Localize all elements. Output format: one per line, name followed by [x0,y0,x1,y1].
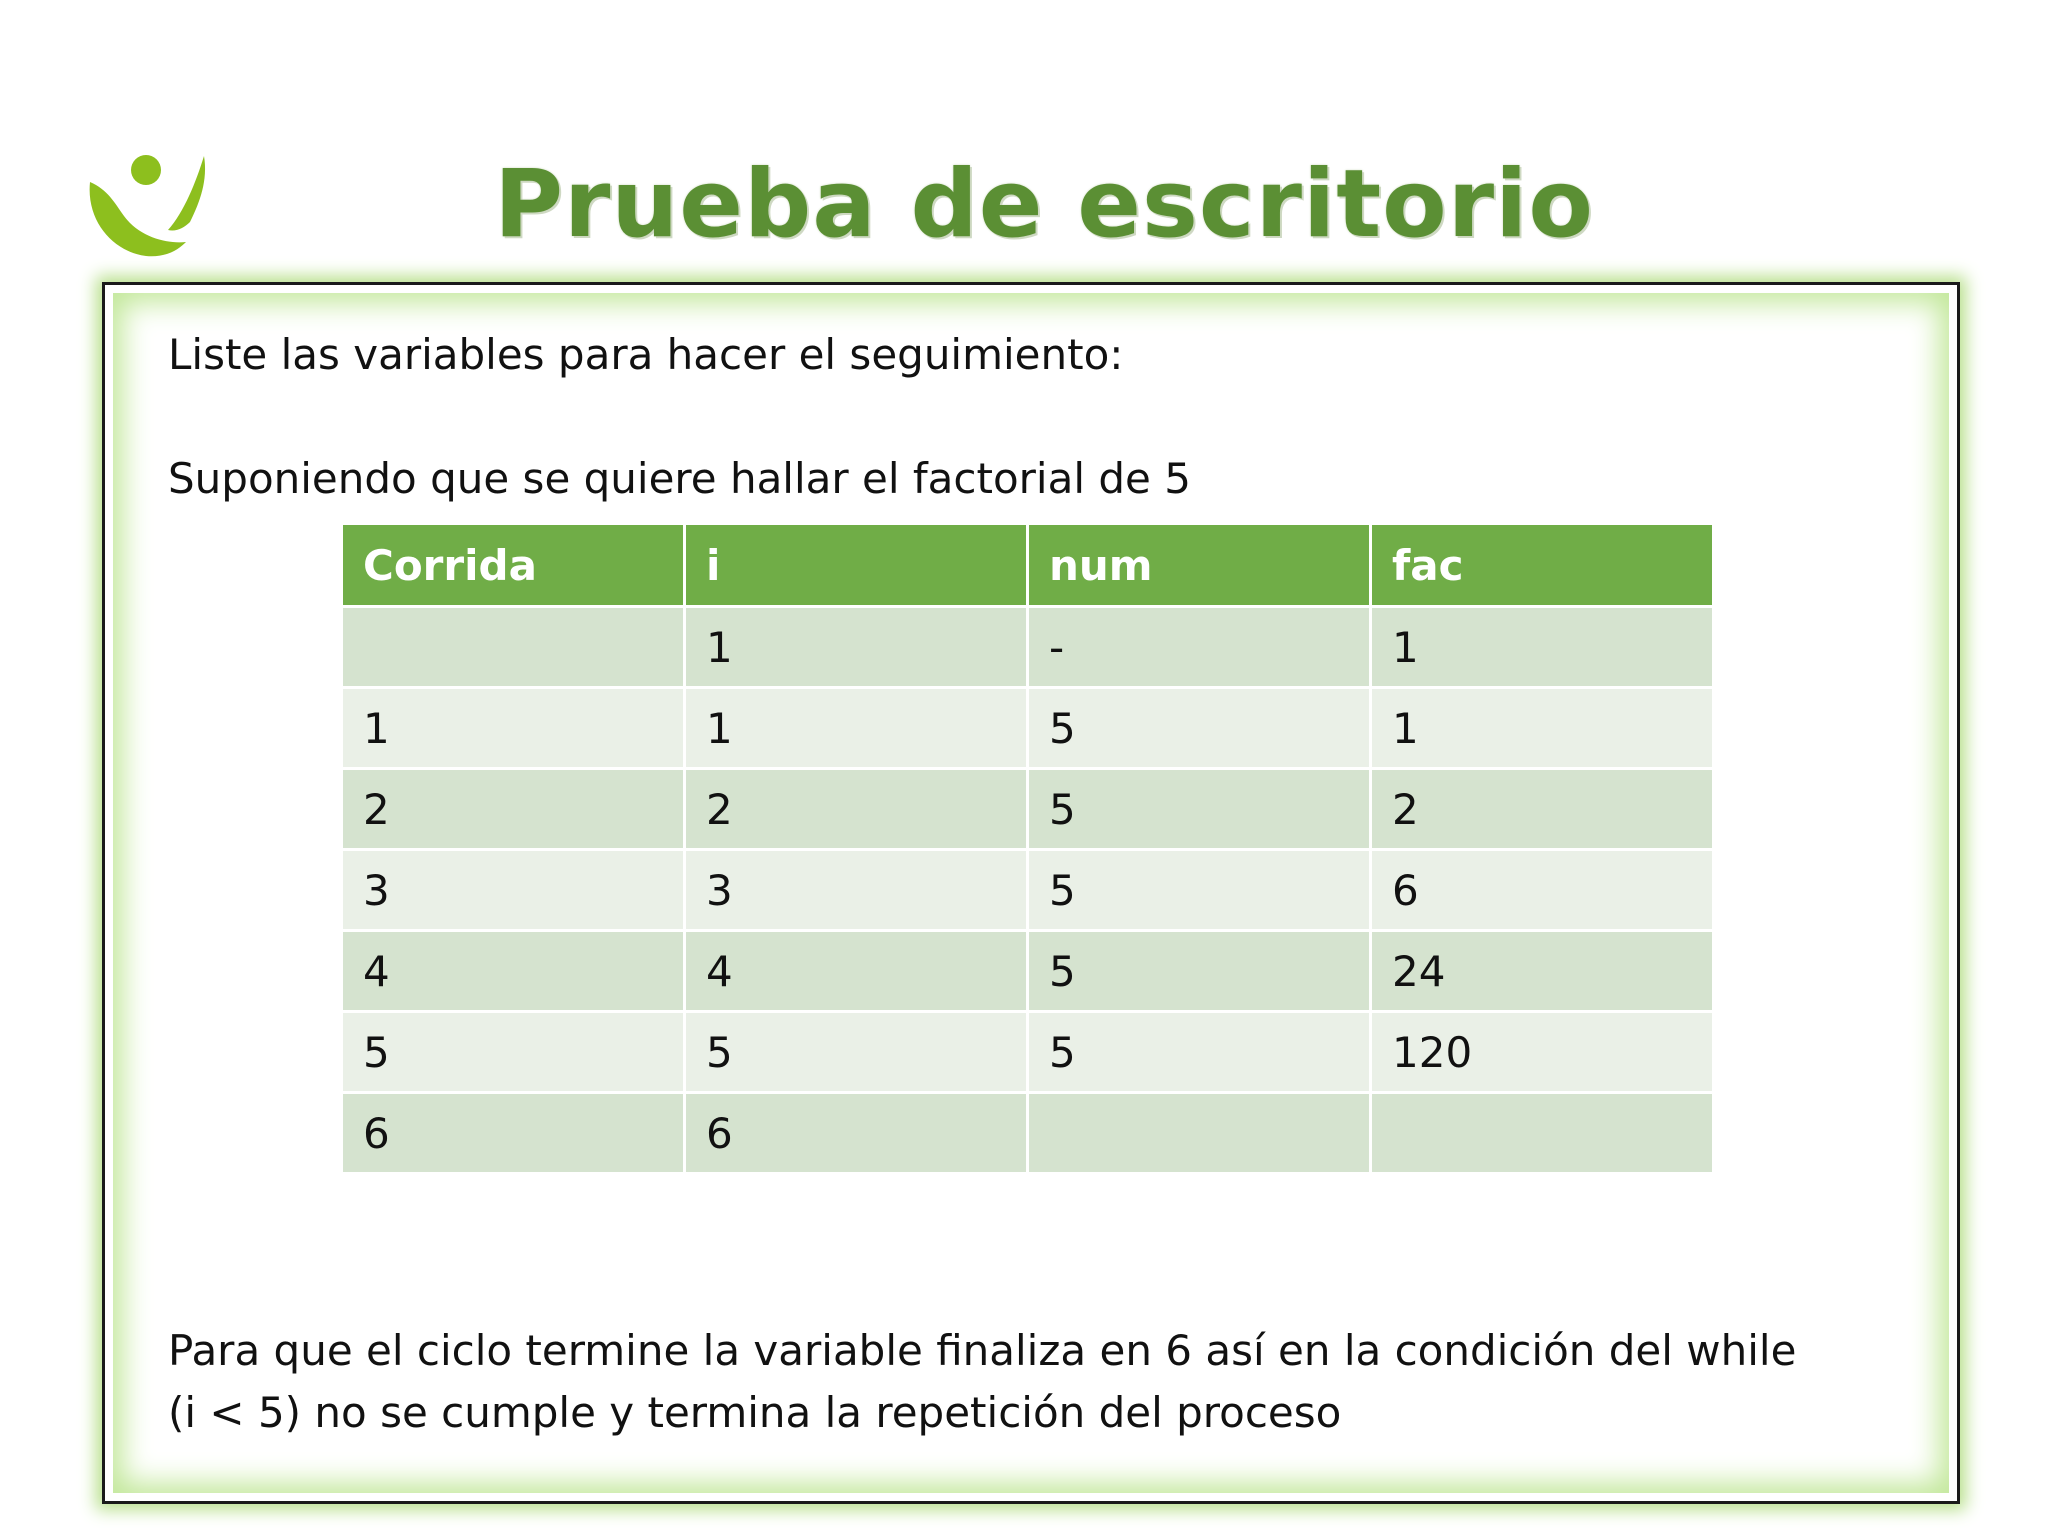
cell-num: 5 [1029,1013,1369,1091]
conclusion-line-1: Para que el ciclo termine la variable finaliza en 6 así en la condición del while [168,1326,1797,1375]
cell-i: 5 [686,1013,1026,1091]
cell-corrida: 5 [343,1013,683,1091]
table-row [343,608,1712,686]
table-row [343,1013,1712,1091]
cell-num [1029,1094,1369,1172]
table-row [343,689,1712,767]
cell-i: 1 [686,608,1026,686]
table-row [343,932,1712,1010]
intro-text: Liste las variables para hacer el seguimiento: [168,330,1124,379]
slide-title: Prueba de escritorio [494,150,1594,259]
cell-corrida: 6 [343,1094,683,1172]
cell-i: 1 [686,689,1026,767]
cell-fac: 120 [1372,1013,1712,1091]
cell-fac [1372,1094,1712,1172]
cell-fac: 2 [1372,770,1712,848]
table-row [343,1094,1712,1172]
cell-fac: 1 [1372,608,1712,686]
cell-corrida: 2 [343,770,683,848]
table-header-row [343,525,1712,605]
cell-i: 2 [686,770,1026,848]
cell-corrida: 4 [343,932,683,1010]
column-header-num: num [1029,525,1369,605]
cell-corrida: 3 [343,851,683,929]
cell-fac: 24 [1372,932,1712,1010]
cell-i: 3 [686,851,1026,929]
cell-fac: 6 [1372,851,1712,929]
supposition-text: Suponiendo que se quiere hallar el factorial de 5 [168,454,1191,503]
trace-table [340,522,1715,1175]
column-header-i: i [686,525,1026,605]
conclusion-line-2: (i < 5) no se cumple y termina la repetición del proceso [168,1388,1342,1437]
table-row [343,770,1712,848]
cell-fac: 1 [1372,689,1712,767]
cell-num: - [1029,608,1369,686]
table-row [343,851,1712,929]
cell-i: 4 [686,932,1026,1010]
cell-corrida [343,608,683,686]
cell-corrida: 1 [343,689,683,767]
cell-num: 5 [1029,932,1369,1010]
cell-num: 5 [1029,689,1369,767]
column-header-corrida: Corrida [343,525,683,605]
cell-num: 5 [1029,770,1369,848]
cell-i: 6 [686,1094,1026,1172]
cell-num: 5 [1029,851,1369,929]
conclusion-text [168,1320,1796,1444]
column-header-fac: fac [1372,525,1712,605]
